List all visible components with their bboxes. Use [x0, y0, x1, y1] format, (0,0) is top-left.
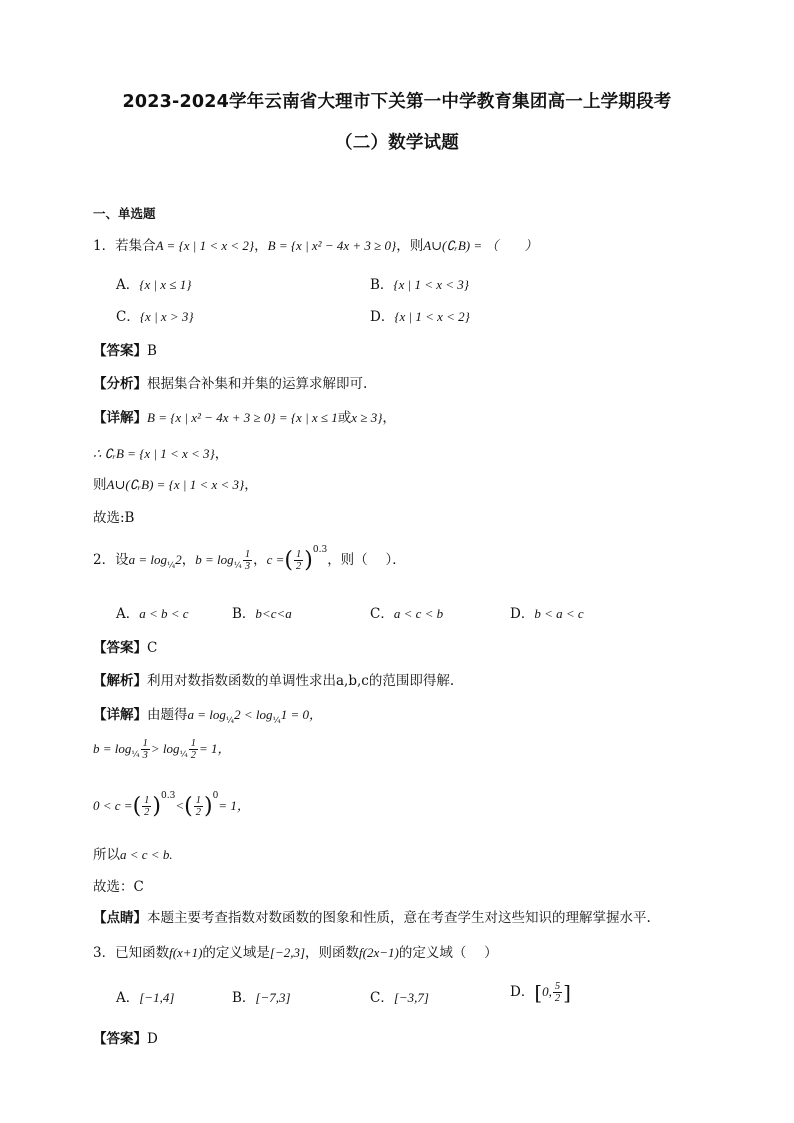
numerator: 1 — [296, 548, 302, 560]
q2-option-d — [510, 602, 584, 622]
b-fraction — [243, 549, 252, 572]
detail-math: < — [175, 798, 185, 813]
question-1-mid: ，则 — [396, 238, 424, 254]
option-label: B． — [232, 606, 256, 622]
log-base: ¼ — [272, 716, 281, 726]
question-3-end: 的定义域（ ） — [398, 945, 498, 961]
answer-value: C — [147, 640, 158, 656]
detail-tag: 【详解】 — [93, 707, 147, 723]
numerator: 1 — [190, 738, 197, 749]
detail-or: 或 — [337, 410, 352, 426]
question-3-prefix: 3．已知函数 — [93, 945, 170, 961]
numerator: 5 — [554, 980, 561, 992]
q1-detail-2 — [93, 442, 228, 462]
question-2-stem: 2．设$a = \log_{\frac{1}{4}}2$，$b = \log_{\frac{1}{4}}$ $\frac{1}{3}$ ，c =( $\frac{1}{2}$ )$^{0.3}$，则（ ）． — [93, 545, 406, 573]
log-base: ¼ — [225, 716, 235, 726]
detail-punct: ， — [382, 410, 396, 426]
log-base: ¼ — [233, 561, 242, 571]
q2-detail-2 — [93, 738, 231, 761]
q3-option-a — [116, 986, 174, 1006]
option-value: 0, — [542, 984, 552, 999]
exponent: 0 — [212, 791, 219, 801]
set-b: B = {x | x² − 4x + 3 ≥ 0} — [267, 238, 397, 253]
option-label: C． — [370, 990, 394, 1006]
detail-math: 0 < c = — [93, 798, 133, 813]
q3-option-b — [232, 986, 291, 1006]
set-a: A = {x | 1 < x < 2} — [155, 238, 255, 253]
fraction — [141, 738, 150, 761]
comment-tag: 【点睛】 — [93, 910, 147, 926]
section-heading: 一、单选题 — [93, 206, 156, 221]
option-label: D． — [510, 606, 535, 622]
q1-detail-3 — [93, 473, 258, 493]
q2-conclusion: 故选：C — [93, 879, 144, 895]
a-expr: a = log — [128, 552, 167, 567]
question-2-prefix: 2．设 — [93, 552, 129, 568]
a-arg: 2 — [175, 552, 182, 567]
fraction — [142, 795, 151, 818]
answer-tag: 【答案】 — [93, 1031, 147, 1047]
q2-analysis — [93, 669, 454, 689]
option-value: {x | 1 < x < 2} — [394, 309, 470, 324]
denominator: 3 — [142, 750, 148, 762]
fraction — [553, 981, 562, 1004]
q1-analysis — [93, 372, 367, 392]
analysis-text: 根据集合补集和并集的运算求解即可. — [147, 376, 368, 392]
log-base: ¼ — [166, 561, 176, 571]
question-1-expr: A∪(∁ᵣB) = （ ） — [423, 238, 538, 253]
exponent: 0.3 — [312, 545, 328, 555]
q2-detail-3: 0 < c =( $\frac{1}{2}$ )$^{0.3}$<( $\frac{1}{2}$ )$^0$= 1， — [93, 791, 250, 819]
c-expr: c = — [266, 552, 285, 567]
domain-expr: [−2,3] — [269, 945, 306, 960]
q2-comment — [93, 906, 651, 926]
detail-math: a = log — [187, 707, 226, 722]
denominator: 2 — [554, 993, 561, 1004]
q2-detail-4 — [93, 843, 173, 863]
option-value: [−1,4] — [139, 990, 175, 1005]
fraction — [194, 795, 203, 818]
q3-option-c — [370, 986, 429, 1006]
numerator: 1 — [244, 548, 251, 560]
option-label: B． — [370, 277, 394, 293]
option-value: {x | x ≤ 1} — [139, 277, 192, 292]
denominator: 2 — [144, 807, 150, 818]
option-value: [−7,3] — [255, 990, 291, 1005]
question-3-mid: 的定义域是 — [202, 945, 270, 961]
question-3-mid2: ，则函数 — [305, 945, 360, 961]
answer-value: D — [147, 1031, 158, 1047]
analysis-tag: 【分析】 — [93, 376, 147, 392]
numerator: 1 — [195, 794, 201, 806]
analysis-tag: 【解析】 — [93, 673, 147, 689]
answer-value: B — [147, 343, 157, 359]
option-label: A． — [116, 277, 140, 293]
detail-math: 2 < log — [234, 707, 273, 722]
option-value: {x | 1 < x < 3} — [393, 277, 469, 292]
question-1-stem — [93, 234, 537, 254]
separator: ， — [253, 552, 267, 568]
q1-option-d — [370, 305, 470, 325]
q2-option-b — [232, 602, 292, 622]
option-label: D． — [370, 309, 395, 325]
b-expr: b = log — [195, 552, 234, 567]
q3-answer — [93, 1027, 158, 1047]
option-value: [−3,7] — [393, 990, 429, 1005]
question-2-end: ，则（ ）． — [327, 552, 406, 568]
numerator: 1 — [144, 794, 150, 806]
detail-prefix: 则 — [93, 477, 107, 493]
denominator: 3 — [244, 561, 251, 572]
detail-math: = 1， — [199, 741, 231, 757]
detail-math: > log — [150, 741, 180, 757]
question-1-prefix: 1．若集合 — [93, 238, 156, 254]
separator: ， — [181, 552, 196, 568]
q1-option-c — [116, 305, 194, 325]
q2-detail-1 — [93, 703, 322, 726]
page-title: 2023-2024学年云南省大理市下关第一中学教育集团高一上学期段考 — [122, 92, 672, 112]
option-value: a < c < b — [393, 606, 444, 621]
detail-math: A∪(∁ᵣB) = {x | 1 < x < 3} — [106, 477, 245, 492]
detail-tag: 【详解】 — [93, 410, 147, 426]
detail-math: 1 = 0， — [280, 707, 323, 722]
detail-math: B = {x | x² − 4x + 3 ≥ 0} = {x | x ≤ 1 — [147, 410, 338, 425]
option-label: C． — [370, 606, 394, 622]
answer-tag: 【答案】 — [93, 343, 147, 359]
numerator: 1 — [142, 738, 148, 749]
exponent: 0.3 — [161, 791, 176, 801]
q2-option-a — [116, 602, 189, 622]
answer-tag: 【答案】 — [93, 640, 147, 656]
log-base: ¼ — [179, 750, 188, 761]
page-subtitle: （二）数学试题 — [335, 133, 459, 153]
denominator: 2 — [190, 750, 197, 762]
function-expr: f(2x−1) — [359, 945, 399, 960]
q3-option-d: D．[0, $\frac{5}{2}$ ] — [510, 980, 571, 1005]
q2-answer — [93, 636, 157, 656]
detail-punct: ， — [214, 446, 229, 462]
detail-math: ∴ ∁ᵣB = {x | 1 < x < 3} — [93, 446, 215, 461]
option-label: D． — [510, 984, 535, 1000]
option-value: a < b < c — [139, 606, 189, 621]
q1-conclusion: 故选:B — [93, 510, 135, 526]
denominator: 2 — [296, 561, 302, 572]
question-3-stem — [93, 941, 498, 961]
q2-option-c — [370, 602, 443, 622]
function-expr: f(x+1) — [169, 945, 203, 960]
q1-option-b — [370, 273, 469, 293]
detail-punct: ， — [244, 477, 258, 493]
q1-answer — [93, 339, 157, 359]
analysis-text: 利用对数指数函数的单调性求出a,b,c的范围即得解. — [147, 673, 455, 689]
option-value: {x | x > 3} — [139, 309, 194, 324]
q1-option-a — [116, 273, 191, 293]
detail-math: a < c < b. — [120, 847, 173, 862]
option-value: b<c<a — [255, 606, 292, 621]
denominator: 2 — [195, 807, 201, 818]
option-value: b < a < c — [534, 606, 584, 621]
detail-intro: 由题得 — [147, 707, 188, 723]
c-fraction — [294, 549, 303, 572]
separator: ， — [254, 238, 268, 254]
fraction — [189, 738, 198, 761]
detail-math: b = log — [93, 741, 132, 757]
option-label: B． — [232, 990, 256, 1006]
detail-prefix: 所以 — [93, 847, 120, 863]
log-base: ¼ — [131, 750, 140, 761]
option-label: A． — [116, 606, 140, 622]
detail-math: = 1， — [218, 798, 250, 813]
comment-text: 本题主要考查指数对数函数的图象和性质，意在考查学生对这些知识的理解掌握水平. — [147, 910, 651, 926]
option-label: C． — [116, 309, 140, 325]
detail-math: x ≥ 3} — [351, 410, 383, 425]
q1-detail-1 — [93, 406, 396, 426]
option-label: A． — [116, 990, 140, 1006]
